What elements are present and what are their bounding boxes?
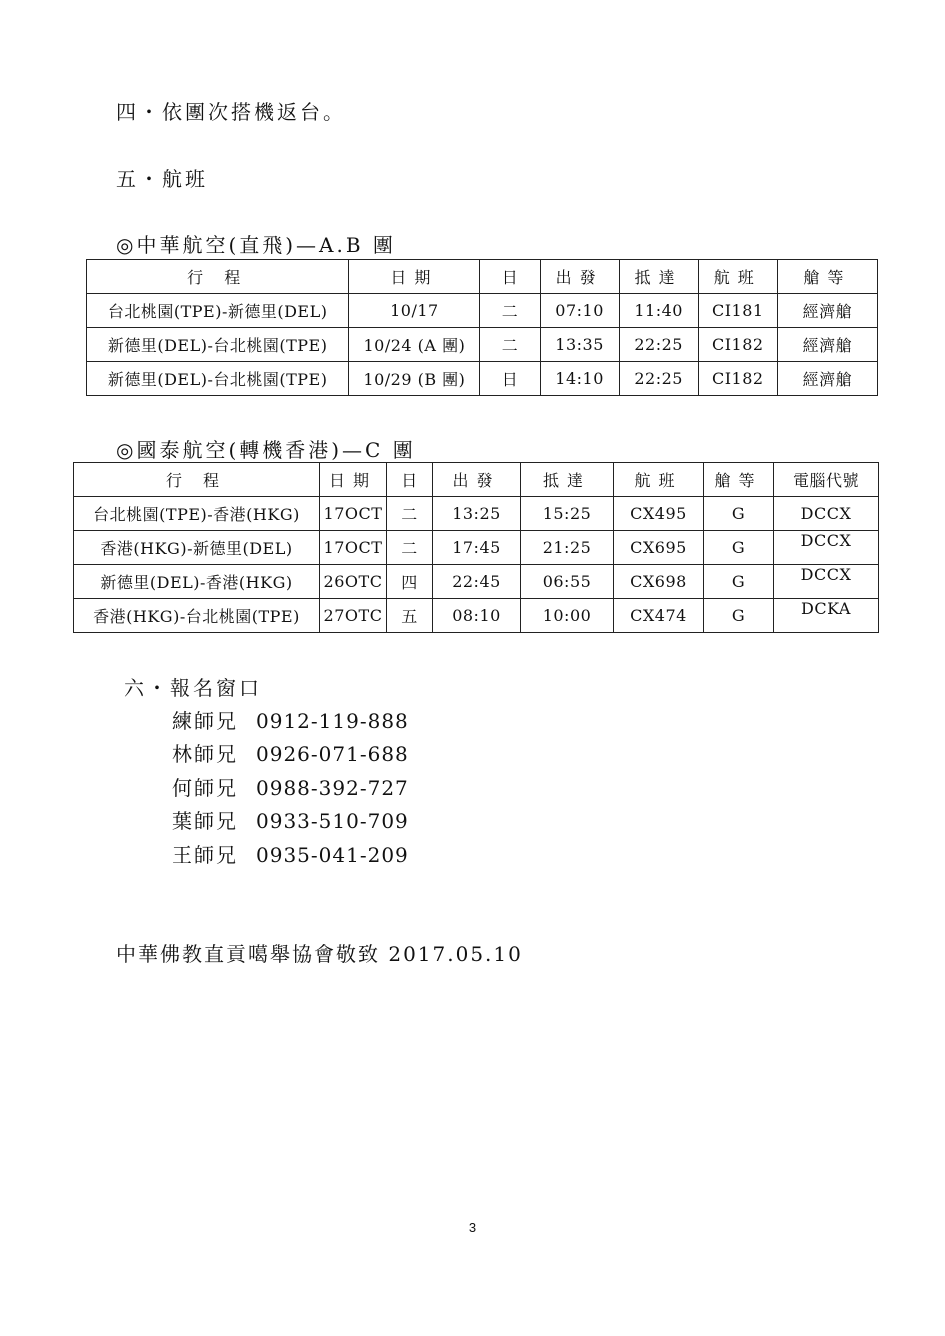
depart-cell: 14:10 [540, 362, 619, 396]
contact-phone: 0935-041-209 [256, 843, 409, 867]
col-header-arrive: 抵達 [619, 260, 698, 294]
table1-caption: ◎中華航空(直飛)—A.B 團 [116, 233, 396, 257]
class-cell: G [704, 497, 774, 531]
depart-cell: 13:35 [540, 328, 619, 362]
route-cell: 台北桃園(TPE)-新德里(DEL) [87, 294, 349, 328]
col-header-day: 日 [387, 463, 433, 497]
arrive-cell: 15:25 [521, 497, 614, 531]
depart-cell: 07:10 [540, 294, 619, 328]
class-cell: G [704, 531, 774, 565]
col-header-day: 日 [480, 260, 540, 294]
day-cell: 二 [387, 497, 433, 531]
signature-line: 中華佛教直貢噶舉協會敬致 2017.05.10 [116, 942, 523, 966]
route-cell: 香港(HKG)-台北桃園(TPE) [74, 599, 320, 633]
day-cell: 二 [480, 328, 540, 362]
arrive-cell: 11:40 [619, 294, 698, 328]
col-header-class: 艙等 [704, 463, 774, 497]
contact-phone: 0933-510-709 [256, 809, 409, 833]
route-cell: 香港(HKG)-新德里(DEL) [74, 531, 320, 565]
flight-cell: CX698 [614, 565, 704, 599]
section-5-heading: 五・航班 [116, 167, 208, 191]
arrive-cell: 10:00 [521, 599, 614, 633]
page-number: 3 [468, 1220, 477, 1235]
table-header-row [74, 463, 879, 497]
date-cell: 10/29 (B 團) [349, 362, 480, 396]
flight-cell: CI182 [698, 362, 777, 396]
depart-cell: 08:10 [433, 599, 521, 633]
class-cell: 經濟艙 [777, 362, 877, 396]
day-cell: 日 [480, 362, 540, 396]
booking-code-cell: DCCX [774, 497, 879, 531]
table-row [87, 294, 878, 328]
date-cell: 17OCT [320, 497, 387, 531]
table2-caption: ◎國泰航空(轉機香港)—C 團 [116, 438, 416, 462]
day-cell: 二 [480, 294, 540, 328]
contact-name: 王師兄 [172, 843, 238, 867]
col-header-date: 日期 [320, 463, 387, 497]
table-row [74, 497, 879, 531]
col-header-flight: 航班 [614, 463, 704, 497]
route-cell: 新德里(DEL)-香港(HKG) [74, 565, 320, 599]
arrive-cell: 22:25 [619, 328, 698, 362]
route-cell: 新德里(DEL)-台北桃園(TPE) [87, 362, 349, 396]
day-cell: 二 [387, 531, 433, 565]
col-header-flight: 航班 [698, 260, 777, 294]
section-4-return-flight: 四・依團次搭機返台。 [116, 100, 346, 124]
col-header-class: 艙等 [777, 260, 877, 294]
col-header-arrive: 抵達 [521, 463, 614, 497]
flight-cell: CX495 [614, 497, 704, 531]
day-cell: 五 [387, 599, 433, 633]
contact-row [172, 772, 409, 801]
col-header-route: 行 程 [87, 260, 349, 294]
contact-name: 林師兄 [172, 742, 238, 766]
col-header-depart: 出發 [433, 463, 521, 497]
date-cell: 10/17 [349, 294, 480, 328]
contact-row [172, 805, 409, 834]
depart-cell: 13:25 [433, 497, 521, 531]
route-cell: 台北桃園(TPE)-香港(HKG) [74, 497, 320, 531]
date-cell: 10/24 (A 團) [349, 328, 480, 362]
table-row [74, 599, 879, 633]
contact-name: 何師兄 [172, 776, 238, 800]
arrive-cell: 22:25 [619, 362, 698, 396]
contact-name: 葉師兄 [172, 809, 238, 833]
arrive-cell: 06:55 [521, 565, 614, 599]
date-cell: 17OCT [320, 531, 387, 565]
section-6-heading: 六・報名窗口 [124, 676, 262, 700]
table-row [74, 565, 879, 599]
flight-cell: CX695 [614, 531, 704, 565]
contact-phone: 0926-071-688 [256, 742, 409, 766]
flight-cell: CI182 [698, 328, 777, 362]
table-row [74, 531, 879, 565]
flight-cell: CI181 [698, 294, 777, 328]
class-cell: G [704, 599, 774, 633]
class-cell: 經濟艙 [777, 294, 877, 328]
col-header-route: 行 程 [74, 463, 320, 497]
col-header-depart: 出發 [540, 260, 619, 294]
contact-name: 練師兄 [172, 709, 238, 733]
class-cell: G [704, 565, 774, 599]
day-cell: 四 [387, 565, 433, 599]
table-row [87, 362, 878, 396]
date-cell: 27OTC [320, 599, 387, 633]
contact-phone: 0912-119-888 [256, 709, 409, 733]
booking-code-cell: DCCX [774, 565, 879, 599]
booking-code-cell: DCCX [774, 531, 879, 565]
cathay-pacific-table [73, 462, 879, 633]
date-cell: 26OTC [320, 565, 387, 599]
contact-row [172, 738, 409, 767]
depart-cell: 17:45 [433, 531, 521, 565]
contact-phone: 0988-392-727 [256, 776, 409, 800]
depart-cell: 22:45 [433, 565, 521, 599]
col-header-date: 日期 [349, 260, 480, 294]
table-header-row [87, 260, 878, 294]
flight-cell: CX474 [614, 599, 704, 633]
china-airlines-table [86, 259, 878, 396]
class-cell: 經濟艙 [777, 328, 877, 362]
route-cell: 新德里(DEL)-台北桃園(TPE) [87, 328, 349, 362]
arrive-cell: 21:25 [521, 531, 614, 565]
contact-row [172, 839, 409, 868]
col-header-booking-code: 電腦代號 [774, 463, 879, 497]
table-row [87, 328, 878, 362]
booking-code-cell: DCKA [774, 599, 879, 633]
contact-row [172, 705, 409, 734]
